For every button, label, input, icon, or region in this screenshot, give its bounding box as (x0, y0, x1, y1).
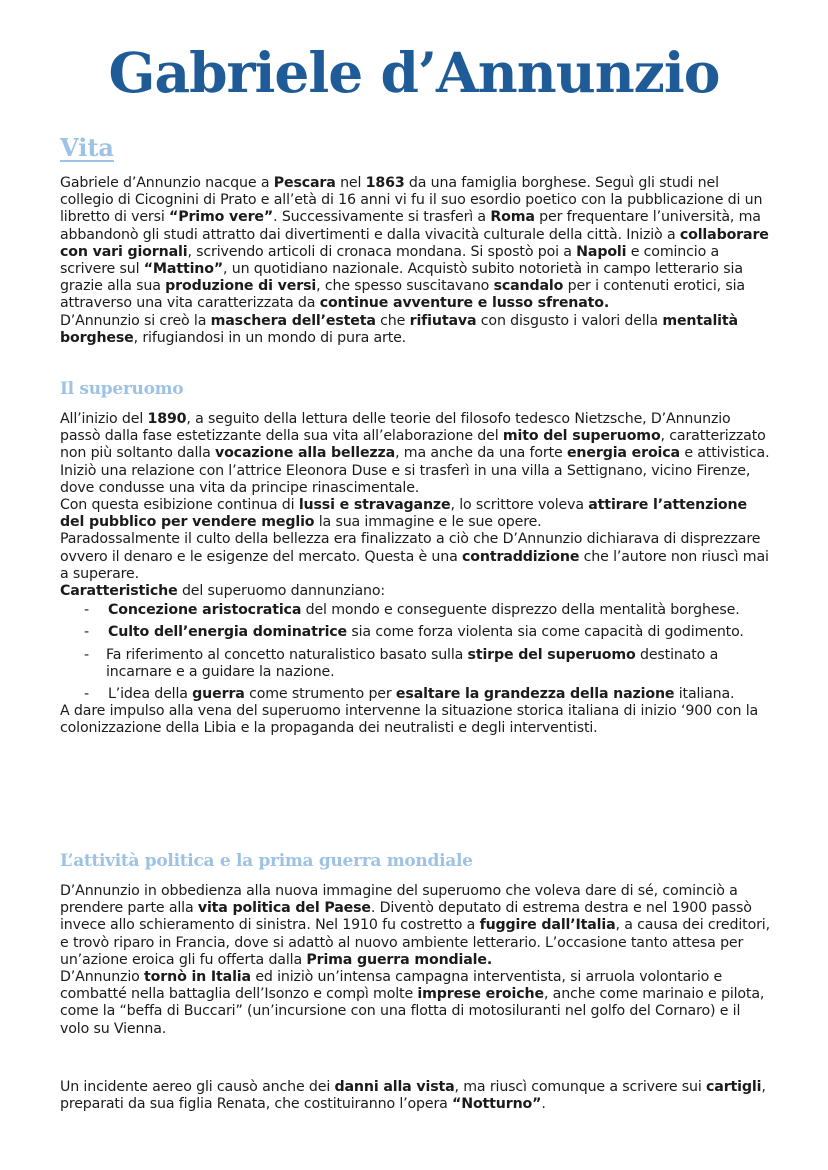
emphasis-text: mito del superuomo (502, 428, 661, 445)
section-heading-superuomo: Il superuomo (60, 379, 184, 399)
list-item (60, 686, 770, 703)
text-run: , preparati da sua figlia Renata, che costituiranno l’opera (60, 1079, 766, 1113)
emphasis-text: cartigli (706, 1079, 762, 1095)
paragraph (60, 175, 770, 313)
paragraph (60, 1079, 770, 1113)
text-run: sia come forza violenta sia come capacità di godimento. (347, 624, 744, 641)
section-heading-vita: Vita (60, 133, 114, 162)
text-run: la sua immagine e le sue opere. (314, 514, 542, 531)
emphasis-text: Roma (490, 209, 535, 226)
text-run: Con questa esibizione continua di (60, 497, 299, 514)
text-run: , che spesso suscitavano (316, 278, 494, 295)
text-run: D’Annunzio in obbedienza alla nuova immagine del superuomo che voleva dare di sé, cominciò a prendere parte alla (60, 883, 738, 917)
paragraph (60, 411, 770, 463)
paragraph (60, 583, 770, 600)
emphasis-text: Pescara (273, 175, 336, 191)
text-run: , ma riuscì comunque a scrivere sui (454, 1079, 707, 1095)
text-run: , anche come marinaio e pilota, come la “beffa di Buccari” (un’incursione con una flotta di motosiluranti nel golfo del Cornaro) e il volo su Vienna. (60, 986, 765, 1037)
text-run: Un incidente aereo gli causò anche dei (60, 1079, 335, 1095)
emphasis-text: Prima guerra mondiale. (306, 951, 493, 968)
text-run: Iniziò una relazione con l’attrice Eleonora Duse e si trasferì in una villa a Settignano, vicino Firenze, dove condusse una vita da principe rinascimentale. (60, 462, 751, 496)
text-run: All’inizio del (60, 411, 148, 427)
text-run: , scrivendo articoli di cronaca mondana. Si spostò poi a (187, 243, 577, 260)
emphasis-text: lussi e stravaganze (298, 497, 451, 514)
emphasis-text: fuggire dall’Italia (479, 917, 616, 934)
text-run: , lo scrittore voleva (450, 497, 589, 514)
text-run: Gabriele d’Annunzio nacque a (60, 175, 274, 191)
page-title: Gabriele d’Annunzio (108, 40, 720, 105)
section-heading-politica: L’attività politica e la prima guerra mondiale (60, 851, 473, 871)
emphasis-text: Culto dell’energia dominatrice (108, 624, 348, 641)
characteristics-list (60, 602, 770, 703)
text-run: che l’autore non riuscì mai a superare. (60, 548, 769, 582)
section-body-politica (60, 883, 770, 1038)
text-run: A dare impulso alla vena del superuomo intervenne la situazione storica italiana di inizio ‘900 con la colonizzazione della Libia e la propaganda dei neutralisti e degli interventisti. (60, 703, 759, 737)
text-run: con disgusto i valori della (476, 312, 663, 329)
section-body-vita (60, 175, 770, 347)
emphasis-text: collaborare con vari giornali (60, 226, 769, 260)
section-body-politica-closing (60, 1079, 770, 1113)
text-run: ed iniziò un’intensa campagna interventista, si arruola volontario e combatté nella battaglia dell’Isonzo e compì molte (60, 969, 723, 1003)
emphasis-text: danni alla vista (334, 1079, 455, 1095)
paragraph (60, 531, 770, 583)
emphasis-text: produzione di versi (165, 278, 317, 295)
emphasis-text: continue avventure e lusso sfrenato. (319, 295, 610, 312)
text-run: D’Annunzio (60, 969, 145, 986)
emphasis-text: attirare l’attenzione del pubblico per vendere meglio (60, 497, 747, 531)
text-run: D’Annunzio si creò la (60, 312, 211, 329)
text-run: , caratterizzato non più soltanto dalla (60, 428, 766, 462)
emphasis-text: Concezione aristocratica (108, 602, 302, 619)
text-run: , ma anche da una forte (395, 445, 567, 462)
text-run: . (541, 1096, 546, 1113)
emphasis-text: 1890 (147, 411, 187, 427)
text-run: , a seguito della lettura delle teorie del filosofo tedesco Nietzsche, D’Annunzio passò dalla fase estetizzante della sua vita all’elaborazione del (60, 411, 731, 445)
emphasis-text: imprese eroiche (417, 986, 544, 1003)
text-run: da una famiglia borghese. Seguì gli studi nel collegio di Cicognini di Prato e all’età di 16 anni vi fu il suo esordio poetico con la pubblicazione di un libretto di versi (60, 175, 763, 226)
paragraph (60, 313, 770, 347)
emphasis-text: vocazione alla bellezza (214, 445, 396, 462)
section-body-superuomo (60, 411, 770, 738)
text-run: del mondo e conseguente disprezzo della mentalità borghese. (301, 602, 740, 619)
emphasis-text: mentalità borghese (60, 312, 738, 346)
emphasis-text: guerra (192, 686, 245, 703)
emphasis-text: tornò in Italia (144, 969, 251, 986)
emphasis-text: maschera dell’esteta (210, 312, 376, 329)
emphasis-text: “Mattino” (143, 261, 224, 278)
emphasis-text: stirpe del superuomo (467, 646, 636, 663)
text-run: . Diventò deputato di estrema destra e nel 1900 passò invece allo schieramento di sinistra. Nel 1910 fu costretto a (60, 900, 752, 934)
paragraph (60, 497, 770, 531)
text-run: L’idea della (108, 686, 193, 703)
list-item (60, 647, 770, 681)
paragraph (60, 463, 770, 497)
text-run: come strumento per (244, 686, 396, 703)
text-run: italiana. (674, 686, 735, 703)
emphasis-text: Caratteristiche (60, 583, 178, 600)
paragraph (60, 703, 770, 737)
text-run: , un quotidiano nazionale. Acquistò subito notorietà in campo letterario sia grazie alla sua (60, 261, 743, 295)
list-item (60, 624, 770, 641)
emphasis-text: contraddizione (462, 548, 580, 565)
emphasis-text: scandalo (493, 278, 564, 295)
text-run: . Successivamente si trasferì a (273, 209, 491, 226)
text-run: del superuomo dannunziano: (177, 583, 386, 600)
text-run: e attivistica. (679, 445, 770, 462)
emphasis-text: vita politica del Paese (197, 900, 371, 917)
emphasis-text: esaltare la grandezza della nazione (395, 686, 675, 703)
emphasis-text: “Primo vere” (169, 209, 274, 226)
list-item (60, 602, 770, 619)
text-run: e comincio a scrivere sul (60, 243, 720, 278)
emphasis-text: 1863 (365, 175, 405, 191)
emphasis-text: “Notturno” (452, 1096, 542, 1113)
text-run: , a causa dei creditori, e trovò riparo in Francia, dove si adattò al nuovo ambiente letterario. L’occasione tanto attesa per un’azione eroica gli fu offerta dalla (60, 917, 770, 968)
paragraph (60, 969, 770, 1038)
text-run: Paradossalmente il culto della bellezza era finalizzato a ciò che D’Annunzio dichiarava di disprezzare ovvero il denaro e le esigenze del mercato. Questa è una (60, 531, 761, 565)
emphasis-text: rifiutava (409, 312, 477, 329)
text-run: che (375, 312, 410, 329)
text-run: Fa riferimento al concetto naturalistico basato sulla (106, 646, 468, 663)
text-run: per frequentare l’università, ma abbandonò gli studi attratto dai divertimenti e dalla vivacità culturale della città. Iniziò a (60, 209, 761, 243)
paragraph (60, 883, 770, 969)
text-run: per i contenuti erotici, sia attraverso una vita caratterizzata da (60, 278, 745, 312)
emphasis-text: energia eroica (566, 445, 680, 462)
text-run: , rifugiandosi in un mondo di pura arte. (133, 329, 407, 346)
text-run: nel (335, 175, 366, 191)
text-run: destinato a incarnare e a guidare la nazione. (106, 646, 719, 680)
emphasis-text: Napoli (576, 243, 627, 260)
